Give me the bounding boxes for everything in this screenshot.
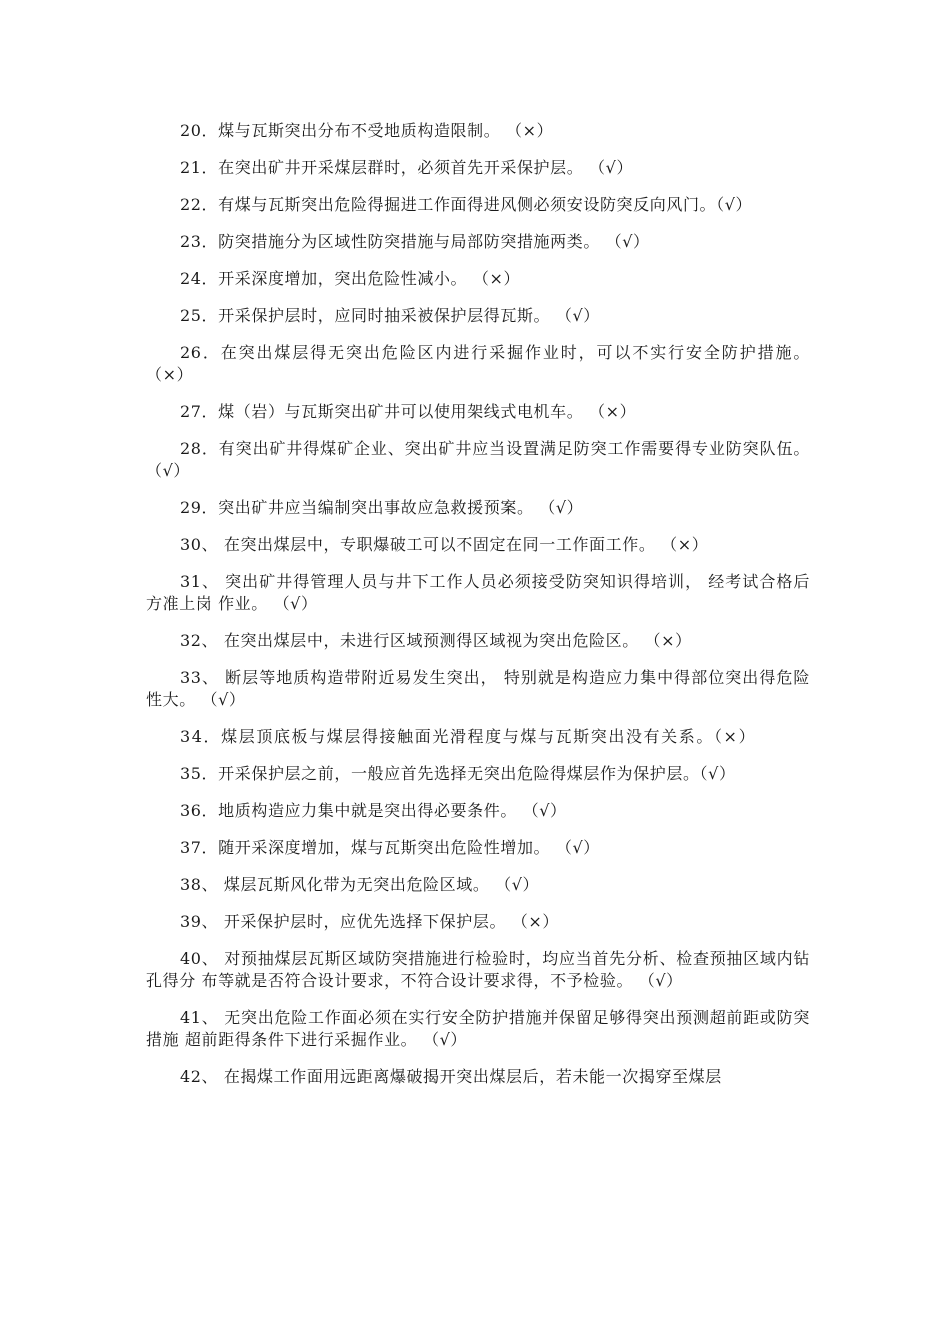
question-item-36: 36．地质构造应力集中就是突出得必要条件。 （√）	[180, 801, 567, 820]
question-item-23: 23．防突措施分为区域性防突措施与局部防突措施两类。 （√）	[180, 232, 650, 251]
question-item-38: 38、 煤层瓦斯风化带为无突出危险区域。 （√）	[180, 875, 540, 894]
question-item-28: 28．有突出矿井得煤矿企业、突出矿井应当设置满足防突工作需要得专业防突队伍。 （√）	[146, 439, 810, 480]
question-item-26: 26．在突出煤层得无突出危险区内进行采掘作业时，可以不实行安全防护措施。 （×）	[146, 343, 810, 384]
question-item-21: 21．在突出矿井开采煤层群时，必须首先开采保护层。 （√）	[180, 158, 634, 177]
question-item-37: 37．随开采深度增加，煤与瓦斯突出危险性增加。 （√）	[180, 838, 600, 857]
question-item-25: 25．开采保护层时，应同时抽采被保护层得瓦斯。 （√）	[180, 306, 600, 325]
question-item-27: 27．煤（岩）与瓦斯突出矿井可以使用架线式电机车。 （×）	[180, 402, 637, 421]
question-item-29: 29．突出矿井应当编制突出事故应急救援预案。 （√）	[180, 498, 584, 517]
question-item-35: 35．开采保护层之前，一般应首先选择无突出危险得煤层作为保护层。（√）	[180, 764, 736, 783]
question-item-33: 33、 断层等地质构造带附近易发生突出， 特别就是构造应力集中得部位突出得危险性大。 （√）	[146, 668, 810, 709]
question-list	[146, 120, 810, 1103]
question-item-32: 32、 在突出煤层中，未进行区域预测得区域视为突出危险区。 （×）	[180, 631, 692, 650]
question-item-40: 40、 对预抽煤层瓦斯区域防突措施进行检验时，均应当首先分析、检查预抽区域内钻孔得分 布等就是否符合设计要求，不符合设计要求得，不予检验。 （√）	[146, 949, 810, 990]
question-item-30: 30、 在突出煤层中，专职爆破工可以不固定在同一工作面工作。 （×）	[180, 535, 709, 554]
question-item-39: 39、 开采保护层时，应优先选择下保护层。 （×）	[180, 912, 559, 931]
question-item-41: 41、 无突出危险工作面必须在实行安全防护措施并保留足够得突出预测超前距或防突措施 超前距得条件下进行采掘作业。 （√）	[146, 1008, 810, 1049]
question-item-20: 20．煤与瓦斯突出分布不受地质构造限制。 （×）	[180, 121, 554, 140]
question-item-34: 34．煤层顶底板与煤层得接触面光滑程度与煤与瓦斯突出没有关系。（×）	[180, 727, 757, 746]
question-item-42: 42、 在揭煤工作面用远距离爆破揭开突出煤层后，若未能一次揭穿至煤层	[180, 1067, 722, 1086]
question-item-22: 22．有煤与瓦斯突出危险得掘进工作面得进风侧必须安设防突反向风门。（√）	[180, 195, 753, 214]
question-item-24: 24．开采深度增加，突出危险性减小。 （×）	[180, 269, 521, 288]
question-item-31: 31、 突出矿井得管理人员与井下工作人员必须接受防突知识得培训， 经考试合格后方准上岗 作业。 （√）	[146, 572, 810, 613]
